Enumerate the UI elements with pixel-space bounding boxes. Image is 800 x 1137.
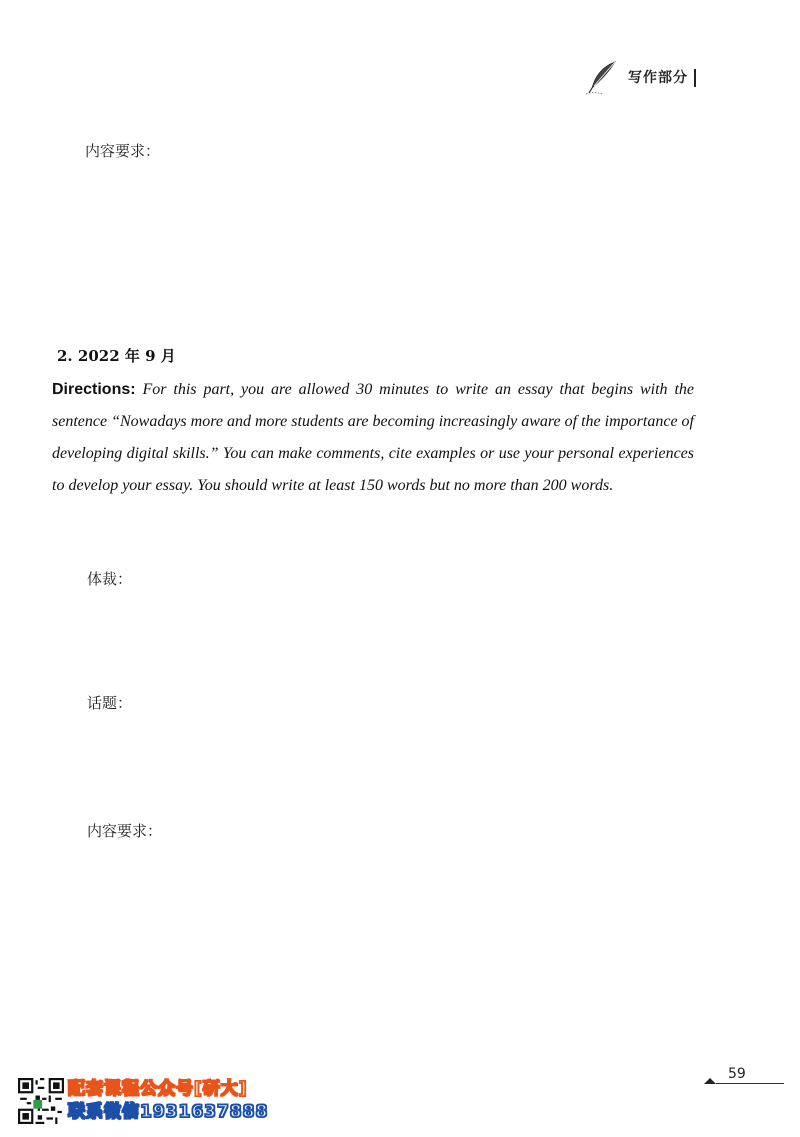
content-requirements-label-2: 内容要求： (87, 822, 163, 840)
page-number: 59 (728, 1066, 746, 1082)
directions-body: For this part, you are allowed 30 minutes to write an essay that begins with the sentence “Nowadays more and more students are becoming increasingly aware of the importance of developing digital skills.” You can make comments, cite examples or use your personal experiences to develop your essay. You should write at least 150 words but no more than 200 words. (52, 381, 695, 494)
page-rule (716, 1083, 784, 1084)
watermark-line-2: 联系微信1931637888 (68, 1102, 269, 1122)
directions-label: Directions: (52, 381, 136, 398)
watermark-line-1: 配套课程公众号[研大] (68, 1079, 248, 1099)
section-title: 写作部分 (628, 69, 696, 87)
page-header (582, 58, 696, 98)
genre-label: 体裁： (87, 570, 133, 588)
quill-icon (582, 58, 622, 98)
watermark (18, 1078, 268, 1124)
directions-paragraph (52, 374, 694, 502)
qr-code-icon (18, 1078, 64, 1124)
page-marker-icon (704, 1078, 716, 1084)
watermark-text (68, 1079, 268, 1123)
item-heading: 2. 2022 年 9 月 (57, 347, 176, 365)
topic-label: 话题： (87, 694, 133, 712)
content-requirements-label: 内容要求： (85, 142, 161, 160)
